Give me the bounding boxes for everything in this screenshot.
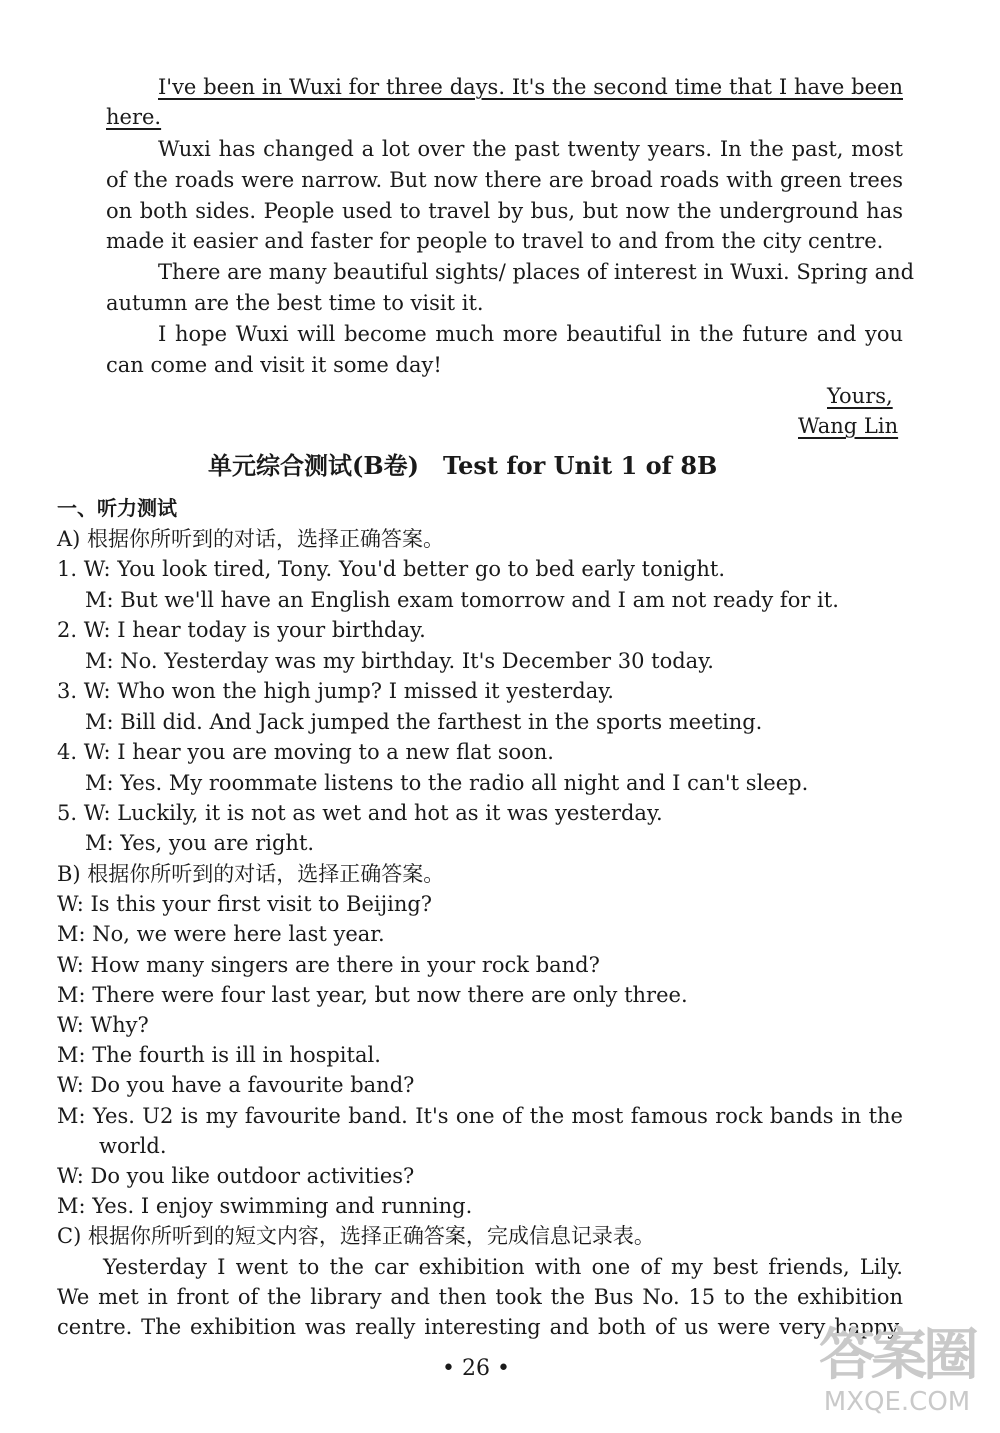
part-a-heading: A) 根据你所听到的对话，选择正确答案。 (57, 527, 445, 551)
dialogue-line: M: The fourth is ill in hospital. (57, 1043, 381, 1067)
dialogue-line: 4. W: I hear you are moving to a new flat soon. (57, 740, 554, 764)
dialogue-line: 1. W: You look tired, Tony. You'd better go to bed early tonight. (57, 557, 726, 581)
letter-line: I've been in Wuxi for three days. It's the second time that I have been (158, 75, 903, 99)
dialogue-line: M: There were four last year, but now there are only three. (57, 983, 688, 1007)
part-b-heading: B) 根据你所听到的对话，选择正确答案。 (57, 862, 445, 886)
letter-line: made it easier and faster for people to travel to and from the city centre. (106, 229, 884, 253)
dialogue-line: W: Do you like outdoor activities? (57, 1164, 415, 1188)
dialogue-line: 5. W: Luckily, it is not as wet and hot as it was yesterday. (57, 801, 663, 825)
letter-line: of the roads were narrow. But now there are broad roads with green trees (106, 168, 903, 192)
dialogue-line: 3. W: Who won the high jump? I missed it yesterday. (57, 679, 614, 703)
dialogue-line: W: Do you have a favourite band? (57, 1073, 415, 1097)
dialogue-line: W: Why? (57, 1013, 149, 1037)
page-number: • 26 • (442, 1356, 510, 1381)
passage-line: We met in front of the library and then took the Bus No. 15 to the exhibition (57, 1285, 903, 1309)
letter-line: I hope Wuxi will become much more beautiful in the future and you (158, 322, 903, 346)
watermark-url: MXQE.COM (823, 1387, 971, 1417)
passage-line: Yesterday I went to the car exhibition with one of my best friends, Lily. (103, 1255, 903, 1279)
test-title: 单元综合测试(B卷) Test for Unit 1 of 8B (208, 451, 718, 480)
letter-line: here. (106, 105, 162, 129)
letter-line: Wuxi has changed a lot over the past twenty years. In the past, most (158, 137, 903, 161)
dialogue-line: M: But we'll have an English exam tomorrow and I am not ready for it. (85, 588, 839, 612)
letter-line: on both sides. People used to travel by bus, but now the underground has (106, 199, 903, 223)
watermark-logo (812, 1325, 982, 1425)
dialogue-line: M: Bill did. And Jack jumped the farthest in the sports meeting. (85, 710, 763, 734)
dialogue-line: W: How many singers are there in your rock band? (57, 953, 600, 977)
dialogue-line: M: Yes. My roommate listens to the radio all night and I can't sleep. (85, 771, 809, 795)
letter-line: autumn are the best time to visit it. (106, 291, 484, 315)
passage-line: centre. The exhibition was really interesting and both of us were very happy. (57, 1315, 903, 1339)
letter-signature: Wang Lin (798, 414, 899, 438)
dialogue-line: M: No, we were here last year. (57, 922, 385, 946)
dialogue-line: W: Is this your first visit to Beijing? (57, 892, 433, 916)
section-heading: 一、听力测试 (57, 496, 177, 520)
dialogue-line: M: Yes, you are right. (85, 831, 315, 855)
part-c-heading: C) 根据你所听到的短文内容，选择正确答案，完成信息记录表。 (57, 1224, 655, 1248)
dialogue-line: world. (99, 1134, 167, 1158)
letter-line: can come and visit it some day! (106, 353, 442, 377)
dialogue-line: 2. W: I hear today is your birthday. (57, 618, 426, 642)
dialogue-line: M: Yes. I enjoy swimming and running. (57, 1194, 473, 1218)
letter-line: There are many beautiful sights/ places of interest in Wuxi. Spring and (158, 260, 915, 284)
dialogue-line: M: No. Yesterday was my birthday. It's December 30 today. (85, 649, 714, 673)
letter-closing: Yours, (827, 384, 893, 408)
dialogue-line: M: Yes. U2 is my favourite band. It's one of the most famous rock bands in the (57, 1104, 903, 1128)
watermark-logo-text: 答案圈 (819, 1323, 975, 1388)
